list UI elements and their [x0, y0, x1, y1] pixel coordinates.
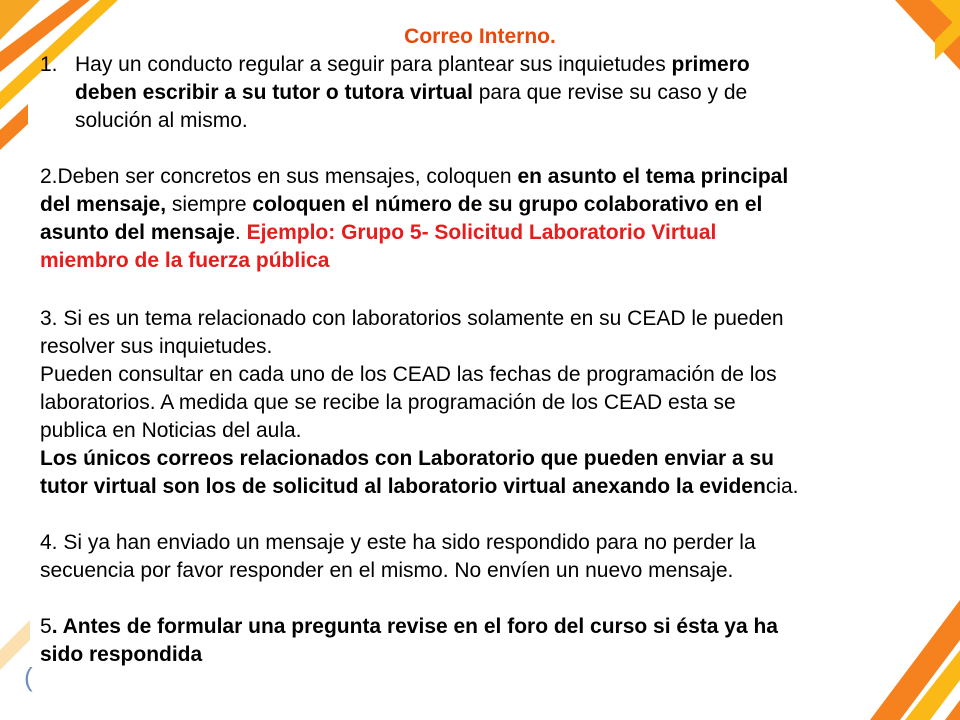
item3-line7-text: cia. [765, 475, 799, 498]
item2-line1 [40, 164, 788, 190]
item2-example-red: Ejemplo: Grupo 5- Solicitud Laboratorio Virtual [246, 221, 717, 244]
item3-line1: 3. Si es un tema relacionado con laboratorios solamente en su CEAD le pueden [40, 307, 784, 330]
item2-line3-text: . [234, 221, 247, 244]
item1-line2-bold: deben escribir a su tutor o tutora virtual [75, 81, 473, 104]
item1-line2 [75, 80, 747, 106]
item3-line7 [40, 474, 799, 500]
logo-fragment-icon: ( [24, 662, 33, 692]
item1-line1-text: Hay un conducto regular a seguir para plantear sus inquietudes [75, 53, 672, 76]
item2-line2 [40, 192, 762, 218]
item5-line2: sido respondida [40, 643, 203, 666]
item3-line3: Pueden consultar en cada uno de los CEAD las fechas de programación de los [40, 363, 777, 386]
item3-line2: resolver sus inquietudes. [40, 335, 273, 358]
slide-title: Correo Interno. [404, 25, 556, 48]
item3-line5: publica en Noticias del aula. [40, 419, 302, 442]
item1-number: 1. [40, 53, 58, 76]
item5-line1-bold: . Antes de formular una pregunta revise en el foro del curso si ésta ya ha [51, 615, 778, 638]
item5-number: 5 [40, 615, 52, 638]
item3-line7-bold: tutor virtual son los de solicitud al laboratorio virtual anexando la eviden [40, 475, 766, 498]
item2-line3 [40, 220, 716, 246]
item2-line2-bold-b: coloquen el número de su grupo colaborativo en el [252, 193, 763, 216]
item3-line6: Los únicos correos relacionados con Laboratorio que pueden enviar a su [40, 447, 775, 470]
item2-line2-text: siempre [166, 193, 253, 216]
item4-line1: 4. Si ya han enviado un mensaje y este ha sido respondido para no perder la [40, 531, 756, 554]
item2-line4: miembro de la fuerza pública [40, 249, 330, 272]
item1-line1-bold: primero [671, 53, 750, 76]
item4-line2: secuencia por favor responder en el mismo. No envíen un nuevo mensaje. [40, 559, 734, 582]
item3-line4: laboratorios. A medida que se recibe la programación de los CEAD esta se [40, 391, 736, 414]
item5-line1 [40, 614, 778, 640]
item1-line1 [75, 52, 750, 78]
item1-line2-text: para que revise su caso y de [472, 81, 748, 104]
item2-line1-text: 2.Deben ser concretos en sus mensajes, coloquen [40, 165, 518, 188]
item2-line2-bold-a: del mensaje, [40, 193, 167, 216]
item2-line3-bold: asunto del mensaje [40, 221, 235, 244]
item1-line3: solución al mismo. [75, 109, 248, 132]
item2-line1-bold: en asunto el tema principal [517, 165, 789, 188]
